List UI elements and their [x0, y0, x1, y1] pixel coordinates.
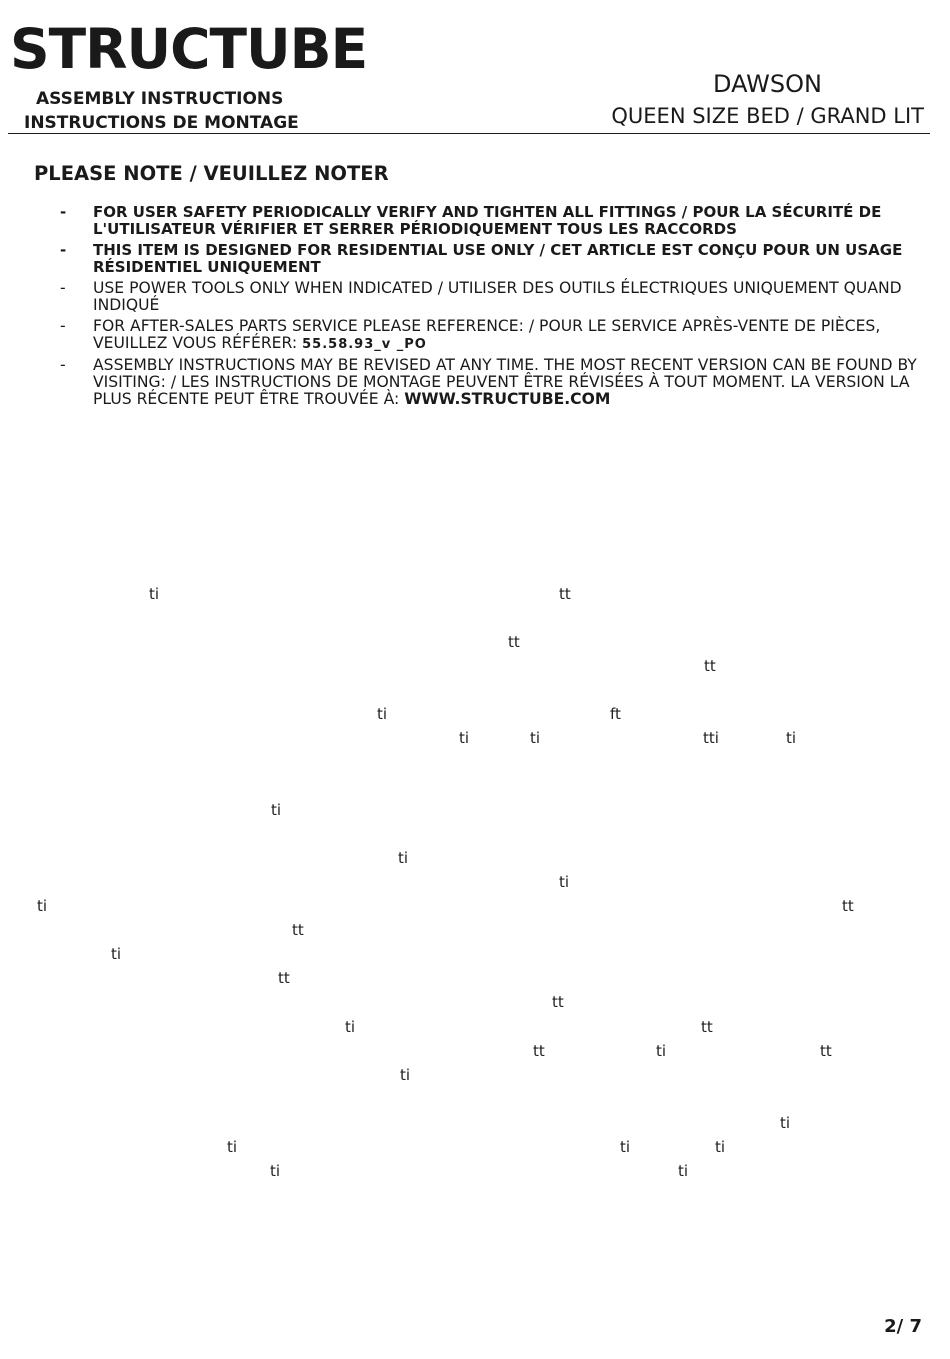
note-dash: - [60, 317, 66, 335]
text-fragment: ft [610, 705, 621, 723]
text-fragment: tt [552, 993, 564, 1011]
text-fragment: ti [271, 801, 282, 819]
text-fragment: ti [149, 585, 160, 603]
text-fragment: tt [701, 1018, 713, 1036]
page-number: 2/ 7 [884, 1316, 922, 1337]
text-fragment: ti [111, 945, 122, 963]
text-fragment: ti [345, 1018, 356, 1036]
text-fragment: tt [533, 1042, 545, 1060]
notes-list [60, 204, 920, 412]
note-text: FOR USER SAFETY PERIODICALLY VERIFY AND TIGHTEN ALL FITTINGS / POUR LA SÉCURITÉ DE L'UTILISATEUR VÉRIFIER ET SERRER PÉRIODIQUEMENT TOUS LES RACCORDS [93, 203, 882, 238]
text-fragment: ti [656, 1042, 667, 1060]
text-fragment: ti [459, 729, 470, 747]
product-type: QUEEN SIZE BED / GRAND LIT [611, 104, 924, 128]
text-fragment: ti [400, 1066, 411, 1084]
note-item [60, 204, 920, 238]
note-item [60, 318, 920, 353]
assembly-instructions-label: ASSEMBLY INSTRUCTIONS [36, 89, 284, 109]
text-fragment: tt [559, 585, 571, 603]
text-fragment: ti [780, 1114, 791, 1132]
product-name: DAWSON [713, 70, 822, 98]
note-item [60, 357, 920, 408]
brand-logo: STRUCTUBE [10, 17, 368, 81]
note-dash: - [60, 203, 67, 221]
text-fragment: ti [559, 873, 570, 891]
reference-code: 55.58.93_v _PO [302, 337, 427, 352]
website-link[interactable]: WWW.STRUCTUBE.COM [404, 390, 611, 408]
text-fragment: tt [508, 633, 520, 651]
text-fragment: ti [270, 1162, 281, 1180]
text-fragment: ti [678, 1162, 689, 1180]
text-fragment: ti [227, 1138, 238, 1156]
note-item [60, 242, 920, 276]
note-text: ASSEMBLY INSTRUCTIONS MAY BE REVISED AT ANY TIME. THE MOST RECENT VERSION CAN BE FOUND BY VISITING: / LES INSTRUCTIONS DE MONTAGE PEUVENT ÊTRE RÉVISÉES À TOUT MOMENT. LA VERSION LA PLUS RÉCENTE PEUT ÊTRE TROUVÉE À: [93, 356, 917, 408]
note-dash: - [60, 356, 66, 374]
note-item [60, 280, 920, 314]
notes-title: PLEASE NOTE / VEUILLEZ NOTER [34, 162, 389, 185]
text-fragment: tt [278, 969, 290, 987]
text-fragment: ti [530, 729, 541, 747]
instructions-de-montage-label: INSTRUCTIONS DE MONTAGE [24, 113, 299, 133]
text-fragment: ti [377, 705, 388, 723]
text-fragment: tt [820, 1042, 832, 1060]
text-fragment: tt [704, 657, 716, 675]
text-fragment: tt [292, 921, 304, 939]
note-dash: - [60, 279, 66, 297]
header-divider [8, 133, 930, 134]
text-fragment: ti [715, 1138, 726, 1156]
text-fragment: ti [620, 1138, 631, 1156]
text-fragment: ti [786, 729, 797, 747]
text-fragment: ti [37, 897, 48, 915]
text-fragment: tt [842, 897, 854, 915]
note-text: USE POWER TOOLS ONLY WHEN INDICATED / UTILISER DES OUTILS ÉLECTRIQUES UNIQUEMENT QUAND INDIQUÉ [93, 279, 902, 314]
note-text: FOR AFTER-SALES PARTS SERVICE PLEASE REFERENCE: / POUR LE SERVICE APRÈS-VENTE DE PIÈCES, VEUILLEZ VOUS RÉFÉRER: [93, 317, 881, 352]
text-fragment: ti [398, 849, 409, 867]
note-text: THIS ITEM IS DESIGNED FOR RESIDENTIAL USE ONLY / CET ARTICLE EST CONÇU POUR UN USAGE RÉSIDENTIEL UNIQUEMENT [93, 241, 903, 276]
text-fragment: tti [703, 729, 719, 747]
note-dash: - [60, 241, 67, 259]
